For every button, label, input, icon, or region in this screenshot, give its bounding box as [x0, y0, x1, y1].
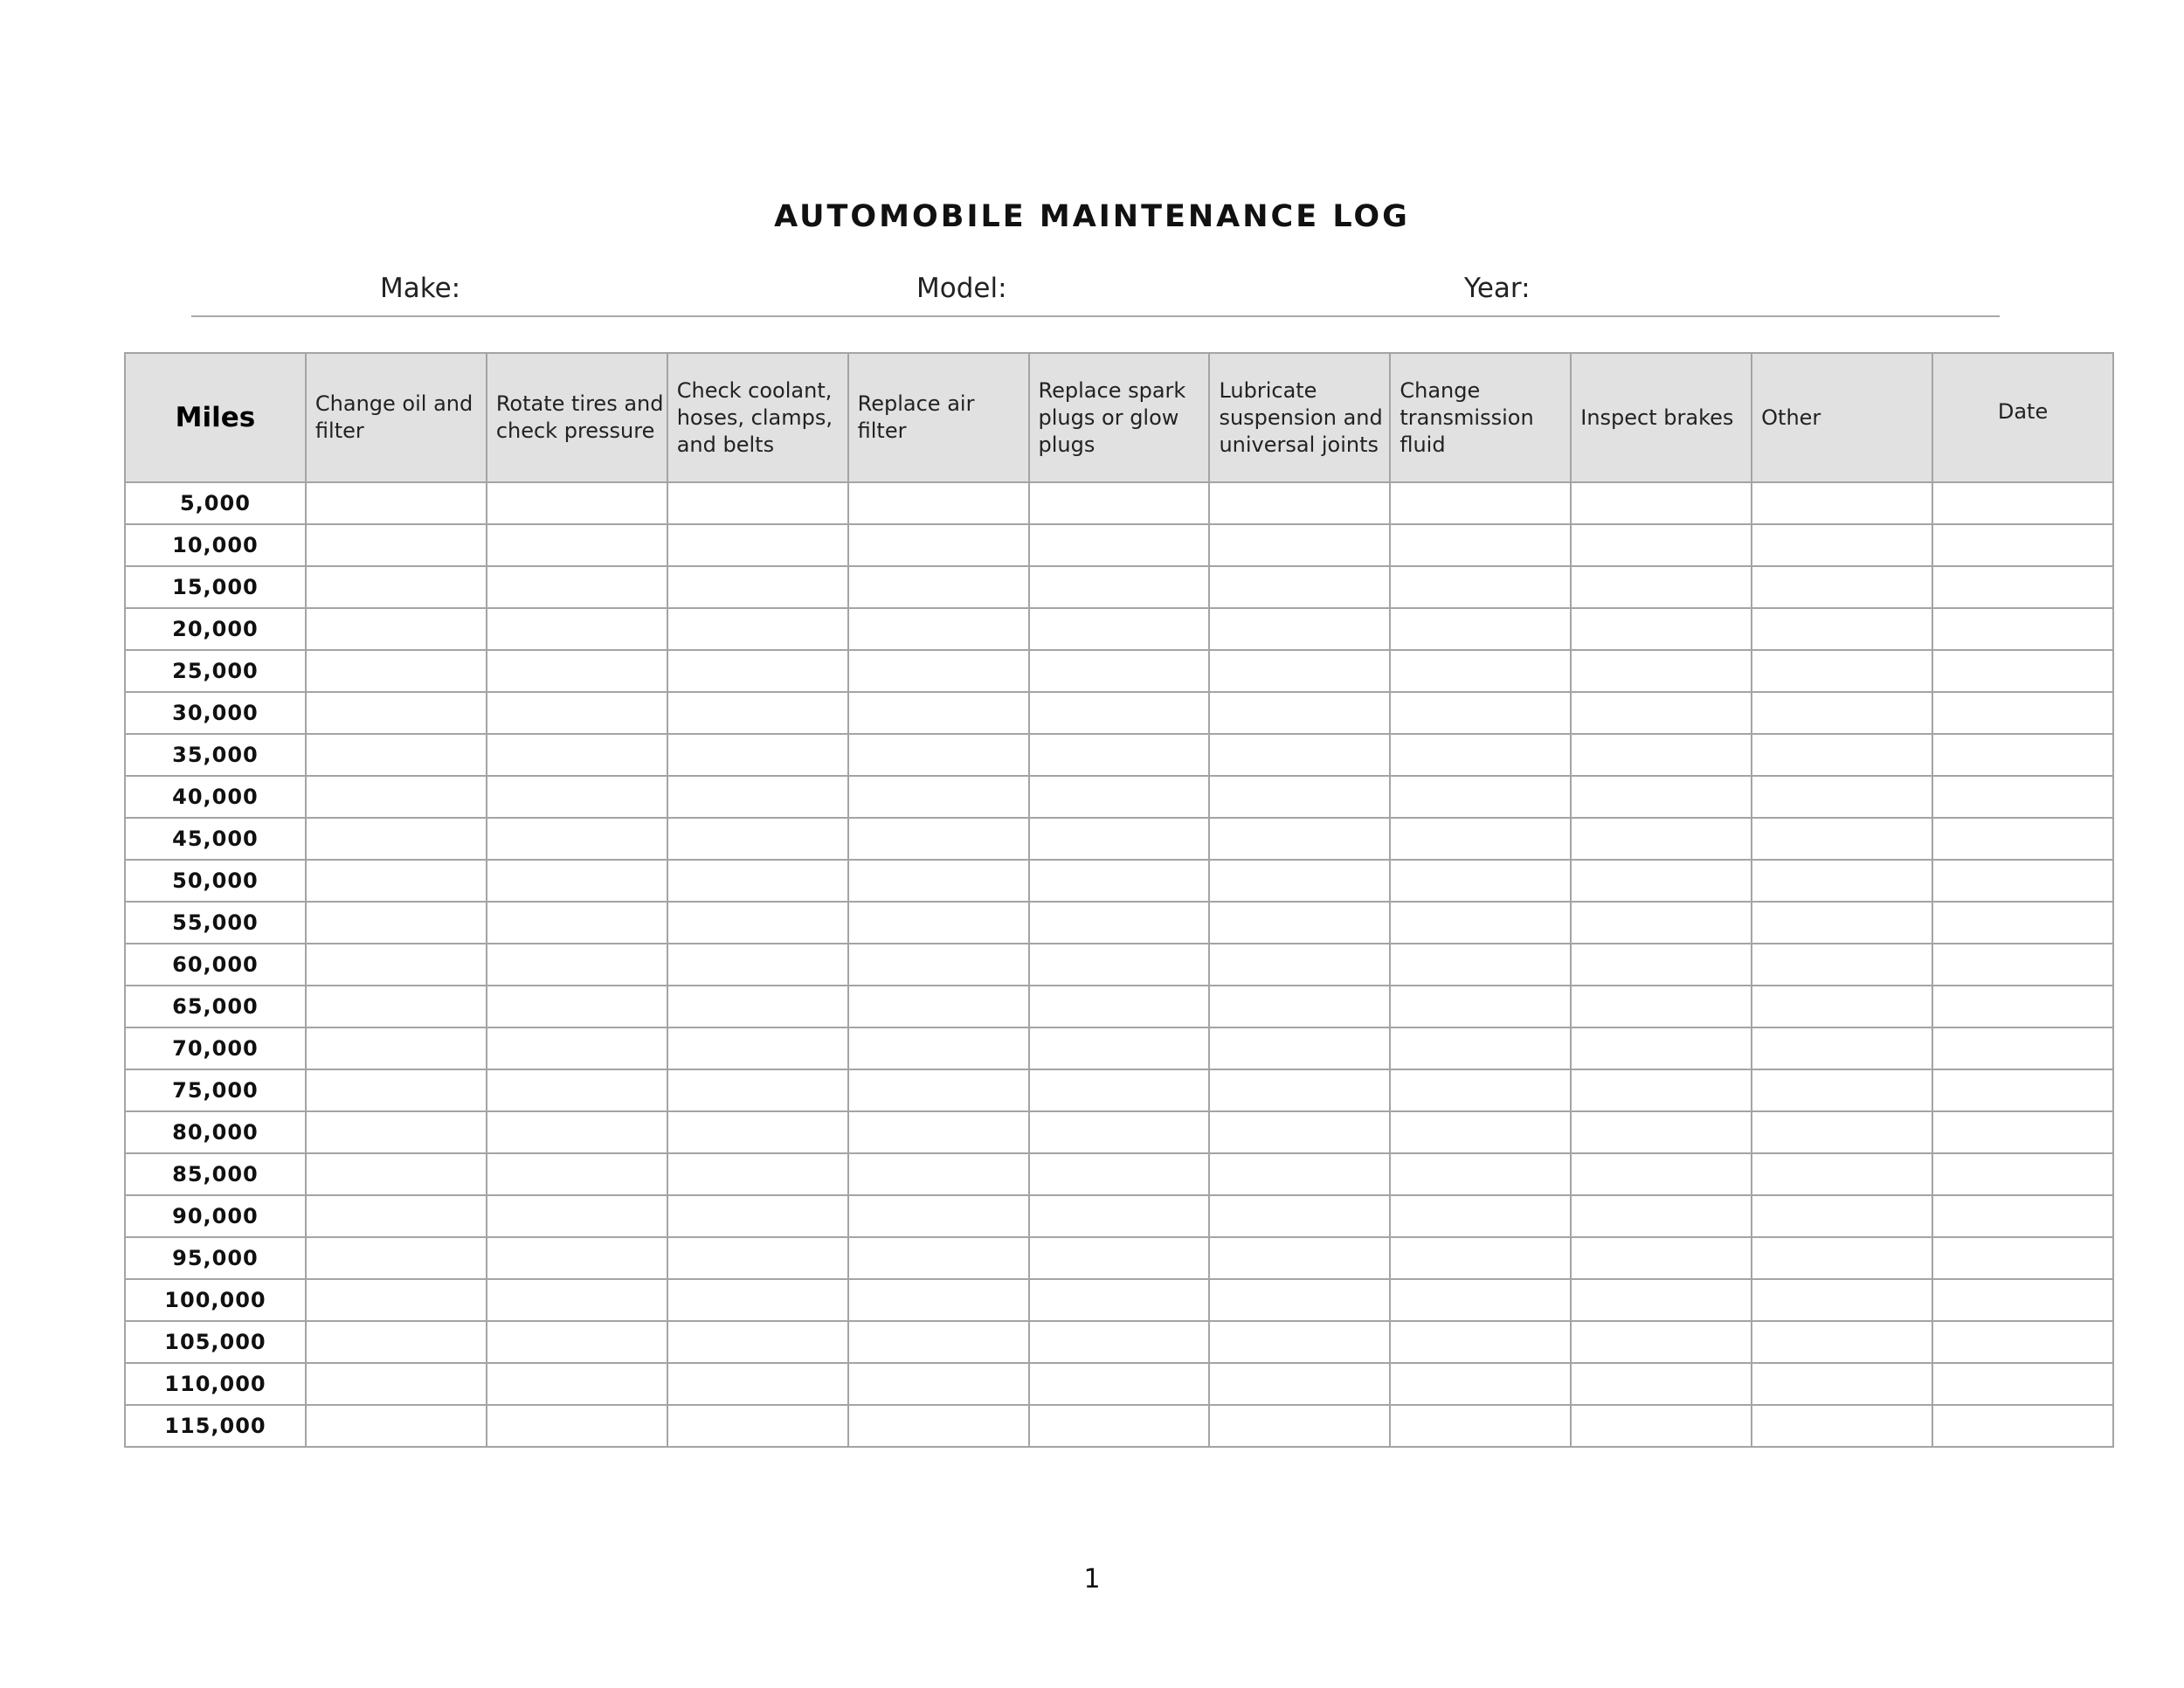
entry-cell[interactable]: [1209, 734, 1390, 776]
entry-cell[interactable]: [1209, 1363, 1390, 1405]
miles-cell: 115,000: [125, 1405, 306, 1447]
entry-cell[interactable]: [487, 1321, 667, 1363]
table-row: [125, 734, 2113, 776]
entry-cell[interactable]: [1029, 608, 1210, 650]
entry-cell[interactable]: [1571, 1153, 1752, 1195]
column-header: Change transmission fluid: [1390, 353, 1571, 482]
maintenance-table: [124, 352, 2114, 1448]
entry-cell[interactable]: [1390, 902, 1571, 944]
entry-cell[interactable]: [848, 1321, 1029, 1363]
entry-cell[interactable]: [1571, 1069, 1752, 1111]
entry-cell[interactable]: [306, 818, 487, 860]
entry-cell[interactable]: [1029, 1279, 1210, 1321]
entry-cell[interactable]: [1571, 734, 1752, 776]
entry-cell[interactable]: [848, 1195, 1029, 1237]
entry-cell[interactable]: [848, 1027, 1029, 1069]
entry-cell[interactable]: [848, 608, 1029, 650]
miles-cell: 50,000: [125, 860, 306, 902]
table-row: [125, 1279, 2113, 1321]
entry-cell[interactable]: [1029, 566, 1210, 608]
entry-cell[interactable]: [306, 482, 487, 524]
header-row: [125, 353, 2113, 482]
entry-cell[interactable]: [1390, 1405, 1571, 1447]
table-row: [125, 1363, 2113, 1405]
entry-cell[interactable]: [487, 608, 667, 650]
entry-cell[interactable]: [306, 1111, 487, 1153]
entry-cell[interactable]: [306, 692, 487, 734]
entry-cell[interactable]: [1209, 1027, 1390, 1069]
entry-cell[interactable]: [848, 818, 1029, 860]
entry-cell[interactable]: [487, 986, 667, 1027]
entry-cell[interactable]: [1752, 1237, 1932, 1279]
entry-cell[interactable]: [1390, 1321, 1571, 1363]
miles-cell: 100,000: [125, 1279, 306, 1321]
entry-cell[interactable]: [1932, 1069, 2113, 1111]
entry-cell[interactable]: [1752, 1195, 1932, 1237]
entry-cell[interactable]: [1390, 1153, 1571, 1195]
column-header: Check coolant, hoses, clamps, and belts: [667, 353, 848, 482]
entry-cell[interactable]: [848, 902, 1029, 944]
entry-cell[interactable]: [1752, 1321, 1932, 1363]
column-header: Replace spark plugs or glow plugs: [1029, 353, 1210, 482]
entry-cell[interactable]: [667, 986, 848, 1027]
entry-cell[interactable]: [487, 1279, 667, 1321]
entry-cell[interactable]: [1571, 566, 1752, 608]
miles-cell: 40,000: [125, 776, 306, 818]
column-header: Lubricate suspension and universal joints: [1209, 353, 1390, 482]
entry-cell[interactable]: [1209, 1195, 1390, 1237]
entry-cell[interactable]: [1209, 524, 1390, 566]
miles-cell: 10,000: [125, 524, 306, 566]
entry-cell[interactable]: [1752, 944, 1932, 986]
entry-cell[interactable]: [306, 608, 487, 650]
table-row: [125, 860, 2113, 902]
entry-cell[interactable]: [1390, 1027, 1571, 1069]
entry-cell[interactable]: [667, 650, 848, 692]
entry-cell[interactable]: [1752, 1279, 1932, 1321]
entry-cell[interactable]: [1932, 986, 2113, 1027]
entry-cell[interactable]: [848, 1279, 1029, 1321]
entry-cell[interactable]: [1932, 566, 2113, 608]
entry-cell[interactable]: [487, 566, 667, 608]
entry-cell[interactable]: [848, 776, 1029, 818]
entry-cell[interactable]: [487, 944, 667, 986]
column-header: Inspect brakes: [1571, 353, 1752, 482]
miles-cell: 80,000: [125, 1111, 306, 1153]
entry-cell[interactable]: [667, 860, 848, 902]
entry-cell[interactable]: [1571, 860, 1752, 902]
entry-cell[interactable]: [1209, 902, 1390, 944]
entry-cell[interactable]: [1571, 482, 1752, 524]
entry-cell[interactable]: [1209, 1279, 1390, 1321]
entry-cell[interactable]: [1752, 482, 1932, 524]
entry-cell[interactable]: [1209, 1069, 1390, 1111]
entry-cell[interactable]: [487, 1195, 667, 1237]
table-row: [125, 650, 2113, 692]
miles-cell: 65,000: [125, 986, 306, 1027]
table-row: [125, 902, 2113, 944]
entry-cell[interactable]: [1932, 1027, 2113, 1069]
entry-cell[interactable]: [1029, 1069, 1210, 1111]
entry-cell[interactable]: [1029, 1321, 1210, 1363]
entry-cell[interactable]: [667, 1153, 848, 1195]
entry-cell[interactable]: [848, 986, 1029, 1027]
entry-cell[interactable]: [667, 1027, 848, 1069]
entry-cell[interactable]: [1209, 1153, 1390, 1195]
entry-cell[interactable]: [1752, 902, 1932, 944]
entry-cell[interactable]: [1752, 1153, 1932, 1195]
entry-cell[interactable]: [306, 650, 487, 692]
entry-cell[interactable]: [1209, 986, 1390, 1027]
entry-cell[interactable]: [848, 692, 1029, 734]
entry-cell[interactable]: [1752, 1405, 1932, 1447]
entry-cell[interactable]: [1571, 776, 1752, 818]
miles-cell: 70,000: [125, 1027, 306, 1069]
entry-cell[interactable]: [1932, 1279, 2113, 1321]
entry-cell[interactable]: [306, 776, 487, 818]
table-row: [125, 1195, 2113, 1237]
entry-cell[interactable]: [487, 482, 667, 524]
entry-cell[interactable]: [1752, 608, 1932, 650]
entry-cell[interactable]: [848, 944, 1029, 986]
entry-cell[interactable]: [1571, 1363, 1752, 1405]
entry-cell[interactable]: [1932, 692, 2113, 734]
entry-cell[interactable]: [306, 1153, 487, 1195]
entry-cell[interactable]: [667, 902, 848, 944]
entry-cell[interactable]: [1390, 776, 1571, 818]
entry-cell[interactable]: [667, 1237, 848, 1279]
miles-cell: 35,000: [125, 734, 306, 776]
table-row: [125, 1069, 2113, 1111]
entry-cell[interactable]: [1390, 524, 1571, 566]
column-header: Rotate tires and check pressure: [487, 353, 667, 482]
entry-cell[interactable]: [1209, 650, 1390, 692]
entry-cell[interactable]: [487, 650, 667, 692]
entry-cell[interactable]: [1209, 566, 1390, 608]
entry-cell[interactable]: [1029, 1111, 1210, 1153]
entry-cell[interactable]: [1752, 524, 1932, 566]
entry-cell[interactable]: [1571, 1321, 1752, 1363]
entry-cell[interactable]: [1932, 608, 2113, 650]
entry-cell[interactable]: [1390, 1279, 1571, 1321]
table-row: [125, 1027, 2113, 1069]
entry-cell[interactable]: [306, 566, 487, 608]
entry-cell[interactable]: [487, 734, 667, 776]
entry-cell[interactable]: [306, 734, 487, 776]
entry-cell[interactable]: [667, 1195, 848, 1237]
entry-cell[interactable]: [1752, 1363, 1932, 1405]
entry-cell[interactable]: [1571, 692, 1752, 734]
miles-cell: 20,000: [125, 608, 306, 650]
entry-cell[interactable]: [1029, 482, 1210, 524]
entry-cell[interactable]: [1571, 986, 1752, 1027]
entry-cell[interactable]: [487, 1111, 667, 1153]
entry-cell[interactable]: [667, 818, 848, 860]
entry-cell[interactable]: [1390, 482, 1571, 524]
entry-cell[interactable]: [1390, 1237, 1571, 1279]
entry-cell[interactable]: [1029, 1237, 1210, 1279]
miles-cell: 60,000: [125, 944, 306, 986]
entry-cell[interactable]: [848, 1111, 1029, 1153]
entry-cell[interactable]: [1571, 1405, 1752, 1447]
entry-cell[interactable]: [848, 650, 1029, 692]
column-header: Replace air filter: [848, 353, 1029, 482]
entry-cell[interactable]: [1209, 860, 1390, 902]
entry-cell[interactable]: [1571, 902, 1752, 944]
entry-cell[interactable]: [1752, 650, 1932, 692]
entry-cell[interactable]: [1932, 1111, 2113, 1153]
entry-cell[interactable]: [1752, 776, 1932, 818]
entry-cell[interactable]: [1932, 1321, 2113, 1363]
entry-cell[interactable]: [306, 1027, 487, 1069]
miles-cell: 25,000: [125, 650, 306, 692]
entry-cell[interactable]: [1571, 818, 1752, 860]
entry-cell[interactable]: [487, 1363, 667, 1405]
entry-cell[interactable]: [667, 1069, 848, 1111]
entry-cell[interactable]: [306, 1405, 487, 1447]
entry-cell[interactable]: [667, 1405, 848, 1447]
entry-cell[interactable]: [1029, 1405, 1210, 1447]
entry-cell[interactable]: [1029, 1363, 1210, 1405]
page-title: AUTOMOBILE MAINTENANCE LOG: [774, 199, 1410, 234]
entry-cell[interactable]: [306, 986, 487, 1027]
entry-cell[interactable]: [667, 482, 848, 524]
entry-cell[interactable]: [1209, 776, 1390, 818]
entry-cell[interactable]: [487, 1237, 667, 1279]
table-row: [125, 776, 2113, 818]
table-row: [125, 1153, 2113, 1195]
entry-cell[interactable]: [487, 902, 667, 944]
entry-cell[interactable]: [487, 776, 667, 818]
entry-cell[interactable]: [1571, 944, 1752, 986]
entry-cell[interactable]: [1209, 944, 1390, 986]
table-row: [125, 944, 2113, 986]
entry-cell[interactable]: [848, 1153, 1029, 1195]
table-row: [125, 1321, 2113, 1363]
entry-cell[interactable]: [667, 944, 848, 986]
entry-cell[interactable]: [1571, 1111, 1752, 1153]
entry-cell[interactable]: [306, 1195, 487, 1237]
entry-cell[interactable]: [306, 902, 487, 944]
entry-cell[interactable]: [1029, 692, 1210, 734]
entry-cell[interactable]: [1752, 818, 1932, 860]
entry-cell[interactable]: [848, 860, 1029, 902]
entry-cell[interactable]: [1029, 650, 1210, 692]
entry-cell[interactable]: [306, 524, 487, 566]
entry-cell[interactable]: [848, 524, 1029, 566]
column-header: Date: [1932, 353, 2113, 482]
entry-cell[interactable]: [1932, 902, 2113, 944]
entry-cell[interactable]: [487, 1405, 667, 1447]
entry-cell[interactable]: [1209, 818, 1390, 860]
entry-cell[interactable]: [1029, 818, 1210, 860]
entry-cell[interactable]: [1932, 482, 2113, 524]
entry-cell[interactable]: [487, 692, 667, 734]
entry-cell[interactable]: [1390, 818, 1571, 860]
entry-cell[interactable]: [1932, 860, 2113, 902]
miles-cell: 45,000: [125, 818, 306, 860]
entry-cell[interactable]: [1209, 692, 1390, 734]
entry-cell[interactable]: [1571, 524, 1752, 566]
entry-cell[interactable]: [667, 1321, 848, 1363]
column-header: Other: [1752, 353, 1932, 482]
entry-cell[interactable]: [667, 566, 848, 608]
table-row: [125, 692, 2113, 734]
miles-cell: 30,000: [125, 692, 306, 734]
entry-cell[interactable]: [1932, 650, 2113, 692]
model-label: Model:: [916, 273, 1007, 304]
entry-cell[interactable]: [848, 566, 1029, 608]
entry-cell[interactable]: [1390, 860, 1571, 902]
miles-cell: 55,000: [125, 902, 306, 944]
entry-cell[interactable]: [1029, 860, 1210, 902]
table-row: [125, 1405, 2113, 1447]
entry-cell[interactable]: [1390, 734, 1571, 776]
entry-cell[interactable]: [1932, 524, 2113, 566]
entry-cell[interactable]: [1752, 1069, 1932, 1111]
entry-cell[interactable]: [1571, 1027, 1752, 1069]
entry-cell[interactable]: [306, 1069, 487, 1111]
entry-cell[interactable]: [1209, 1237, 1390, 1279]
entry-cell[interactable]: [1932, 776, 2113, 818]
entry-cell[interactable]: [487, 860, 667, 902]
miles-cell: 15,000: [125, 566, 306, 608]
table-row: [125, 1111, 2113, 1153]
page-number: 1: [1083, 1564, 1101, 1595]
entry-cell[interactable]: [667, 1111, 848, 1153]
entry-cell[interactable]: [1571, 1237, 1752, 1279]
entry-cell[interactable]: [667, 1279, 848, 1321]
table-row: [125, 986, 2113, 1027]
entry-cell[interactable]: [1752, 566, 1932, 608]
entry-cell[interactable]: [1752, 734, 1932, 776]
entry-cell[interactable]: [1390, 1363, 1571, 1405]
entry-cell[interactable]: [1029, 1195, 1210, 1237]
miles-cell: 110,000: [125, 1363, 306, 1405]
entry-cell[interactable]: [1390, 566, 1571, 608]
table-row: [125, 566, 2113, 608]
entry-cell[interactable]: [1390, 944, 1571, 986]
field-underline: [191, 315, 2000, 317]
entry-cell[interactable]: [487, 1153, 667, 1195]
miles-cell: 95,000: [125, 1237, 306, 1279]
entry-cell[interactable]: [1752, 1111, 1932, 1153]
entry-cell[interactable]: [1029, 944, 1210, 986]
entry-cell[interactable]: [848, 1405, 1029, 1447]
column-header: Miles: [125, 353, 306, 482]
entry-cell[interactable]: [1209, 608, 1390, 650]
entry-cell[interactable]: [1752, 1027, 1932, 1069]
entry-cell[interactable]: [1390, 986, 1571, 1027]
entry-cell[interactable]: [1390, 692, 1571, 734]
entry-cell[interactable]: [848, 482, 1029, 524]
table-row: [125, 608, 2113, 650]
entry-cell[interactable]: [1932, 1195, 2113, 1237]
miles-cell: 105,000: [125, 1321, 306, 1363]
entry-cell[interactable]: [1932, 1405, 2113, 1447]
entry-cell[interactable]: [667, 692, 848, 734]
entry-cell[interactable]: [1390, 1069, 1571, 1111]
entry-cell[interactable]: [848, 1069, 1029, 1111]
entry-cell[interactable]: [1571, 608, 1752, 650]
entry-cell[interactable]: [667, 1363, 848, 1405]
entry-cell[interactable]: [1932, 1363, 2113, 1405]
entry-cell[interactable]: [667, 776, 848, 818]
entry-cell[interactable]: [1932, 734, 2113, 776]
table-row: [125, 818, 2113, 860]
entry-cell[interactable]: [306, 1321, 487, 1363]
entry-cell[interactable]: [306, 1279, 487, 1321]
entry-cell[interactable]: [848, 734, 1029, 776]
entry-cell[interactable]: [1390, 1111, 1571, 1153]
entry-cell[interactable]: [1571, 1195, 1752, 1237]
entry-cell[interactable]: [1752, 986, 1932, 1027]
miles-cell: 75,000: [125, 1069, 306, 1111]
entry-cell[interactable]: [306, 1237, 487, 1279]
entry-cell[interactable]: [1029, 734, 1210, 776]
entry-cell[interactable]: [1571, 650, 1752, 692]
entry-cell[interactable]: [848, 1363, 1029, 1405]
entry-cell[interactable]: [1932, 818, 2113, 860]
entry-cell[interactable]: [1029, 902, 1210, 944]
table-row: [125, 1237, 2113, 1279]
entry-cell[interactable]: [1390, 650, 1571, 692]
miles-cell: 90,000: [125, 1195, 306, 1237]
entry-cell[interactable]: [1029, 1153, 1210, 1195]
miles-cell: 85,000: [125, 1153, 306, 1195]
entry-cell[interactable]: [1029, 776, 1210, 818]
entry-cell[interactable]: [667, 734, 848, 776]
entry-cell[interactable]: [1932, 1153, 2113, 1195]
entry-cell[interactable]: [1209, 482, 1390, 524]
entry-cell[interactable]: [487, 1027, 667, 1069]
entry-cell[interactable]: [667, 524, 848, 566]
entry-cell[interactable]: [487, 524, 667, 566]
entry-cell[interactable]: [306, 1363, 487, 1405]
entry-cell[interactable]: [1209, 1321, 1390, 1363]
entry-cell[interactable]: [667, 608, 848, 650]
column-header: Change oil and filter: [306, 353, 487, 482]
entry-cell[interactable]: [1752, 860, 1932, 902]
entry-cell[interactable]: [1932, 944, 2113, 986]
entry-cell[interactable]: [1029, 524, 1210, 566]
entry-cell[interactable]: [848, 1237, 1029, 1279]
entry-cell[interactable]: [306, 860, 487, 902]
entry-cell[interactable]: [1209, 1111, 1390, 1153]
year-label: Year:: [1464, 273, 1531, 304]
table-row: [125, 482, 2113, 524]
entry-cell[interactable]: [1209, 1405, 1390, 1447]
entry-cell[interactable]: [1029, 986, 1210, 1027]
miles-cell: 5,000: [125, 482, 306, 524]
table-row: [125, 524, 2113, 566]
entry-cell[interactable]: [1390, 1195, 1571, 1237]
entry-cell[interactable]: [487, 818, 667, 860]
entry-cell[interactable]: [1571, 1279, 1752, 1321]
entry-cell[interactable]: [1932, 1237, 2113, 1279]
entry-cell[interactable]: [1752, 692, 1932, 734]
entry-cell[interactable]: [1390, 608, 1571, 650]
entry-cell[interactable]: [306, 944, 487, 986]
entry-cell[interactable]: [1029, 1027, 1210, 1069]
entry-cell[interactable]: [487, 1069, 667, 1111]
make-label: Make:: [380, 273, 461, 304]
